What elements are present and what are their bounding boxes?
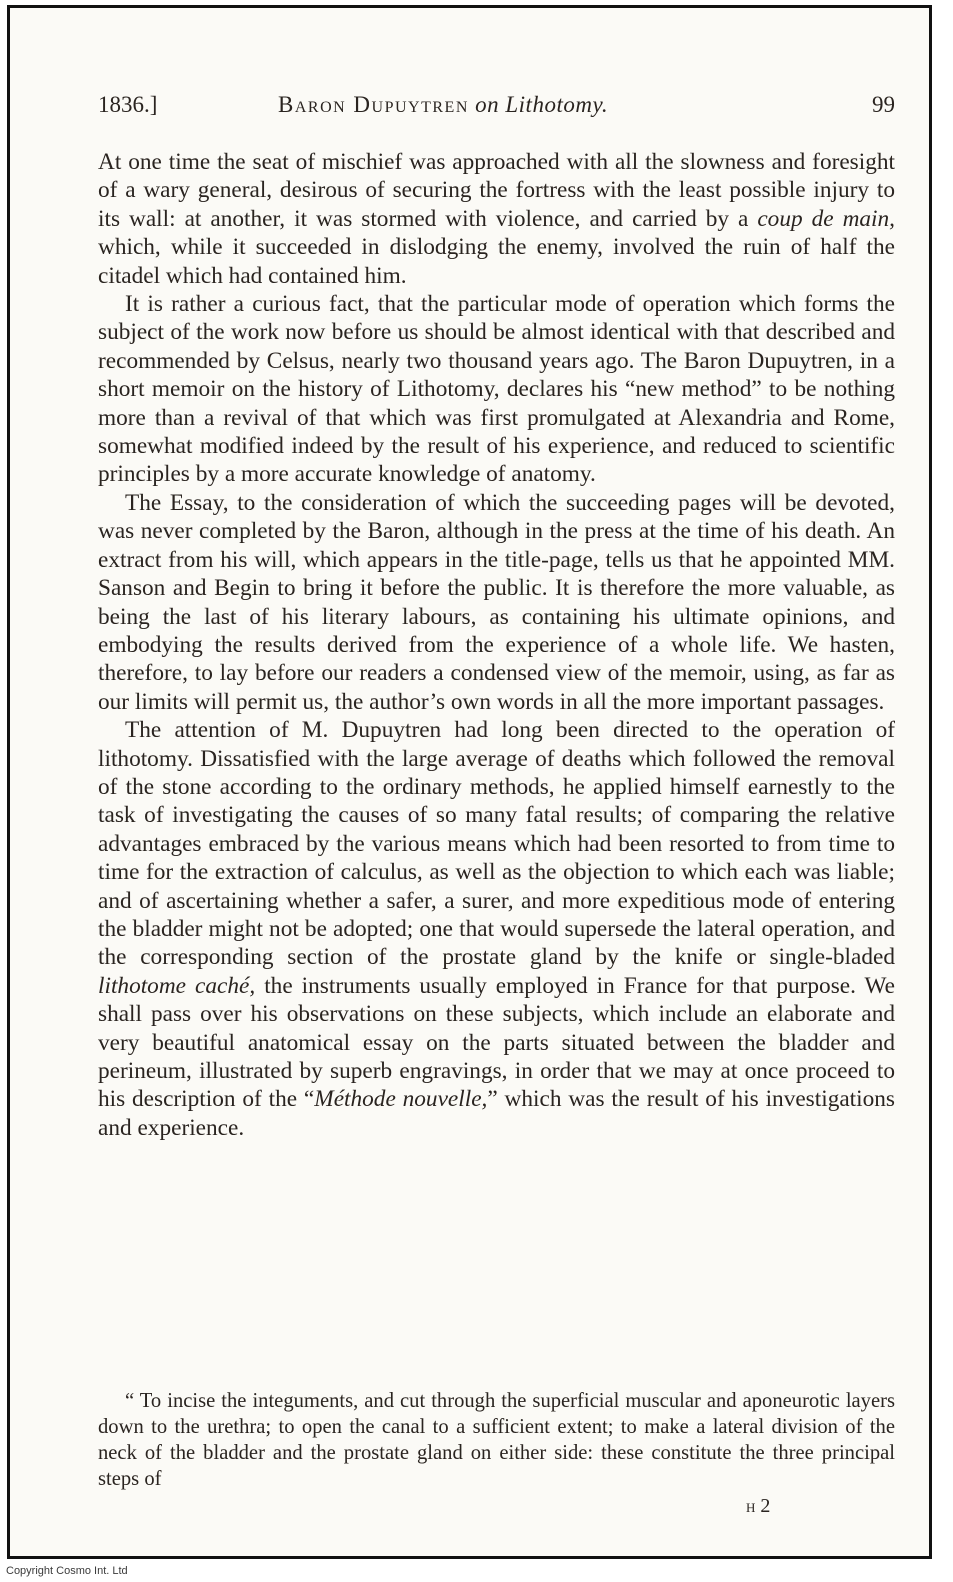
body-paragraph <box>98 148 895 290</box>
running-header <box>98 92 895 122</box>
quote-paragraph: “ To incise the integuments, and cut through the superficial muscular and aponeurotic layers down to the urethra; to open the canal to a sufficient extent; to make a lateral division of the neck of the bladder and the prostate gland on either side: these constitute the three principal steps of <box>98 1390 895 1490</box>
body-paragraph <box>98 489 895 716</box>
copyright-notice: Copyright Cosmo Int. Ltd <box>6 1565 128 1577</box>
text-run: ” which was the result of his investigations and experience. <box>98 1086 895 1141</box>
italic-phrase: Méthode nouvelle, <box>314 1086 488 1113</box>
text-run: At one time the seat of mischief was approached with all the slowness and foresight of a wary general, desirous of securing the fortress with the least possible injury to its wall: at another, it was stormed with violence, and carried by a <box>98 149 895 232</box>
page-frame <box>7 5 932 1559</box>
signature-mark <box>746 1495 771 1518</box>
body-paragraph <box>98 716 895 1142</box>
header-title <box>278 92 608 118</box>
header-year: 1836.] <box>98 92 158 117</box>
text-run: the instruments usually employed in France for that purpose. We shall pass over his observations on these subjects, which include an elaborate and very beautiful anatomical essay on the parts situated between the bladder and perineum, illustrated by superb engravings, in order that we may at once proceed to his description of the “ <box>98 972 896 1113</box>
header-title-italic: on Lithotomy. <box>475 92 609 117</box>
text-run: which, while it succeeded in dislodging the enemy, involved the ruin of half the citadel which had contained him. <box>98 234 895 289</box>
page-number: 99 <box>872 92 895 117</box>
signature-number: 2 <box>760 1495 772 1517</box>
header-title-caps: Baron Dupuytren <box>278 92 469 117</box>
italic-phrase: lithotome caché, <box>98 972 256 999</box>
block-quote <box>98 1388 895 1492</box>
body-paragraph <box>98 290 895 489</box>
text-run: The Essay, to the consideration of which the succeeding pages will be devoted, was never completed by the Baron, although in the press at the time of his death. An extract from his will, which appears in the title-page, tells us that he appointed MM. Sanson and Begin to bring it before the public. It is therefore the more valuable, as being the last of his literary labours, as containing his ultimate opinions, and embodying the results derived from the experience of a whole life. We hasten, therefore, to lay before our readers a condensed view of the memoir, using, as far as our limits will permit us, the author’s own words in all the more important passages. <box>98 489 895 715</box>
text-run: The attention of M. Dupuytren had long been directed to the operation of lithotomy. Dissatisfied with the large average of deaths which followed the removal of the stone according to the ordinary methods, he applied himself earnestly to the task of investigating the causes of so many fatal results; of comparing the relative advantages embraced by the various means which had been resorted to from time to time for the extraction of calculus, as well as the objection to which each was liable; and of ascertaining whether a safer, a surer, and more expeditious mode of entering the bladder might not be adopted; one that would supersede the lateral operation, and the corresponding section of the prostate gland by the knife or single-bladed <box>98 717 895 971</box>
italic-phrase: coup de main, <box>757 205 895 232</box>
text-run: It is rather a curious fact, that the particular mode of operation which forms the subject of the work now before us should be almost identical with that described and recommended by Celsus, nearly two thousand years ago. The Baron Dupuytren, in a short memoir on the history of Lithotomy, declares his “new method” to be nothing more than a revival of that which was first promulgated at Alexandria and Rome, somewhat modified indeed by the result of his experience, and reduced to scientific principles by a more accurate knowledge of anatomy. <box>98 291 895 488</box>
body-text <box>98 148 895 1142</box>
signature-letter: H <box>746 1500 757 1515</box>
